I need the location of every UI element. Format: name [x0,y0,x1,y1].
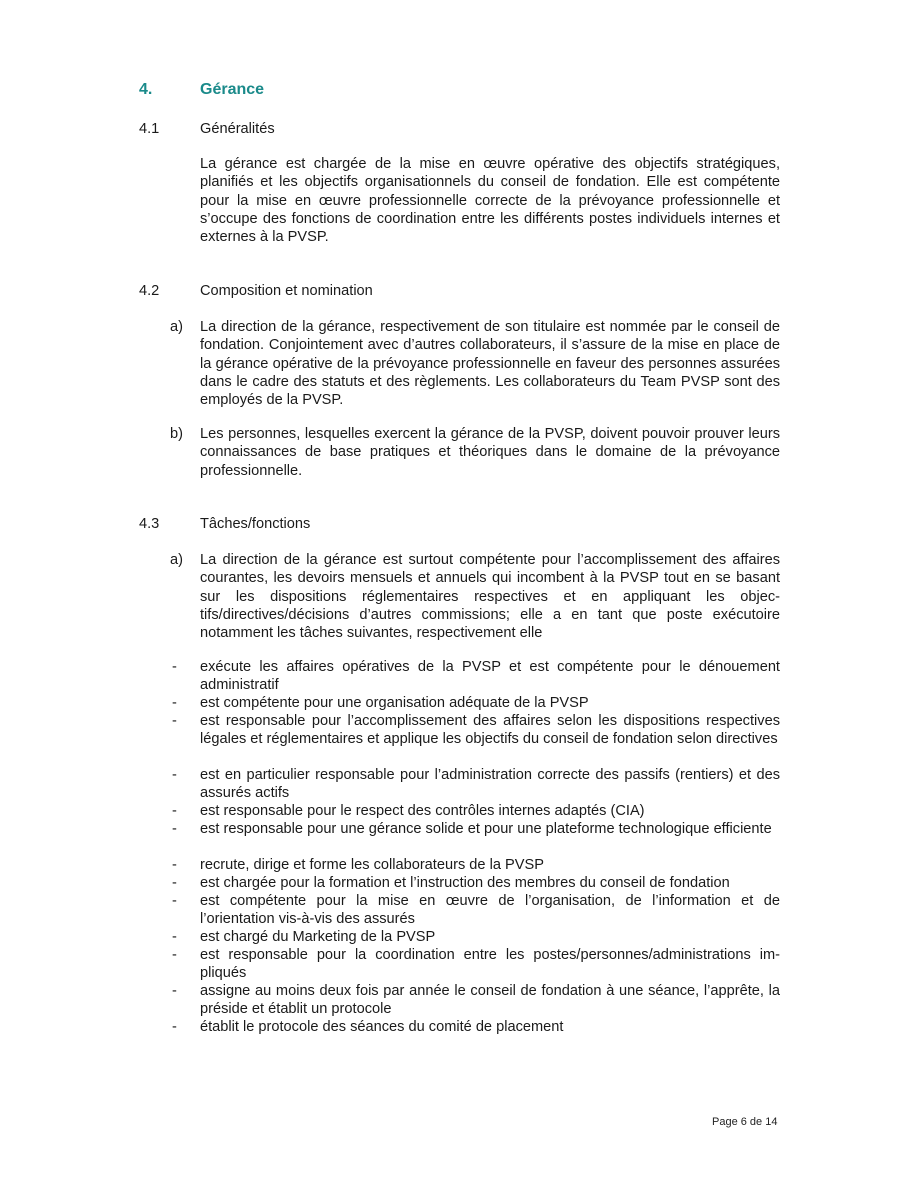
task-bullet [172,946,780,982]
dash-marker: - [172,659,177,675]
task-bullet [172,1018,780,1036]
section-title: Gérance [200,81,265,98]
list-item-4-3-a [170,551,780,642]
dash-marker: - [172,983,177,999]
task-bullet [172,982,780,1018]
bullet-text: est chargée pour la formation et l’instruction des membres du conseil de fondation [200,875,730,891]
task-bullet [172,694,780,712]
dash-marker: - [172,893,177,909]
task-bullet [172,856,780,874]
subsection-title: Généralités [200,121,275,137]
subsection-title: Composition et nomination [200,283,373,299]
list-marker: a) [170,319,183,335]
list-item-4-2-b [170,425,780,480]
dash-marker: - [172,1019,177,1035]
list-item-4-2-a [170,318,780,409]
page-number: Page 6 de 14 [712,1116,778,1128]
generalites-paragraph: La gérance est chargée de la mise en œuvre opérative des objectifs stratégiques, planifiés et les objectifs organisationnels du conseil de fondation. Elle est compétente pour la mise en œuvre professionnelle correcte de la prévoyance professionnelle et s’occupe des fonctions de coordination entre les différents postes individuels internes et externes à la PVSP. [200,156,780,246]
dash-marker: - [172,929,177,945]
bullet-text: est responsable pour l’accomplissement des affaires selon les dispositions respectives légales et réglementaires et applique les objectifs du conseil de fondation selon directives [200,713,780,748]
subsection-number: 4.1 [139,121,160,137]
task-bullet [172,820,780,838]
bullet-text: est responsable pour le respect des contrôles internes adaptés (CIA) [200,803,645,819]
task-bullet [172,712,780,748]
dash-marker: - [172,695,177,711]
subsection-number: 4.3 [139,516,160,532]
list-item-text: Les personnes, lesquelles exercent la gérance de la PVSP, doivent pouvoir prouver leurs connaissances de base pratiques et théoriques dans le domaine de la prévoyance professionnelle. [200,426,780,479]
bullet-text: est responsable pour une gérance solide et pour une plateforme technologique efficiente [200,821,772,837]
task-bullet [172,766,780,802]
bullet-text: est en particulier responsable pour l’administration correcte des passifs (rentiers) et des assurés actifs [200,767,780,802]
task-bullet [172,928,780,946]
bullet-text: recrute, dirige et forme les collaborateurs de la PVSP [200,857,544,873]
task-bullet [172,802,780,820]
dash-marker: - [172,875,177,891]
dash-marker: - [172,821,177,837]
section-number: 4. [139,81,153,98]
dash-marker: - [172,857,177,873]
bullet-text: assigne au moins deux fois par année le conseil de fondation à une séance, l’apprête, la préside et établit un protocole [200,983,780,1018]
subsection-title: Tâches/fonctions [200,516,311,532]
dash-marker: - [172,767,177,783]
list-item-text: La direction de la gérance, respectivement de son titulaire est nommée par le conseil de fondation. Conjointement avec d’autres collaborateurs, il s’assure de la mise en place de la gérance opérative de la prévoyance professionnelle en faveur des personnes assurées dans le cadre des statuts et des règlements. Les collaborateurs du Team PVSP sont des employés de la PVSP. [200,319,780,409]
bullet-text: est chargé du Marketing de la PVSP [200,929,436,945]
list-item-text: La direction de la gérance est surtout compétente pour l’accomplissement des affaires courantes, les devoirs mensuels et annuels qui incombent à la PVSP tout en se basant sur les dispositions réglementaires respectives et en appliquant les objectifs/directives/décisions d’autres commissions; elle a en tant que poste exécutoire notamment les tâches suivantes, respectivement elle [200,552,780,642]
task-bullet [172,874,780,892]
bullet-text: établit le protocole des séances du comité de placement [200,1019,564,1035]
dash-marker: - [172,713,177,729]
list-marker: a) [170,552,183,568]
list-marker: b) [170,426,183,442]
bullet-text: est compétente pour la mise en œuvre de l’organisation, de l’information et de l’orientation vis-à-vis des assurés [200,893,780,928]
task-bullet [172,658,780,694]
bullet-text: est responsable pour la coordination entre les postes/personnes/administrations impliqués [200,947,780,982]
dash-marker: - [172,803,177,819]
task-bullet [172,892,780,928]
bullet-text: est compétente pour une organisation adéquate de la PVSP [200,695,589,711]
dash-marker: - [172,947,177,963]
bullet-text: exécute les affaires opératives de la PVSP et est compétente pour le dénouement administratif [200,659,780,694]
subsection-number: 4.2 [139,283,160,299]
